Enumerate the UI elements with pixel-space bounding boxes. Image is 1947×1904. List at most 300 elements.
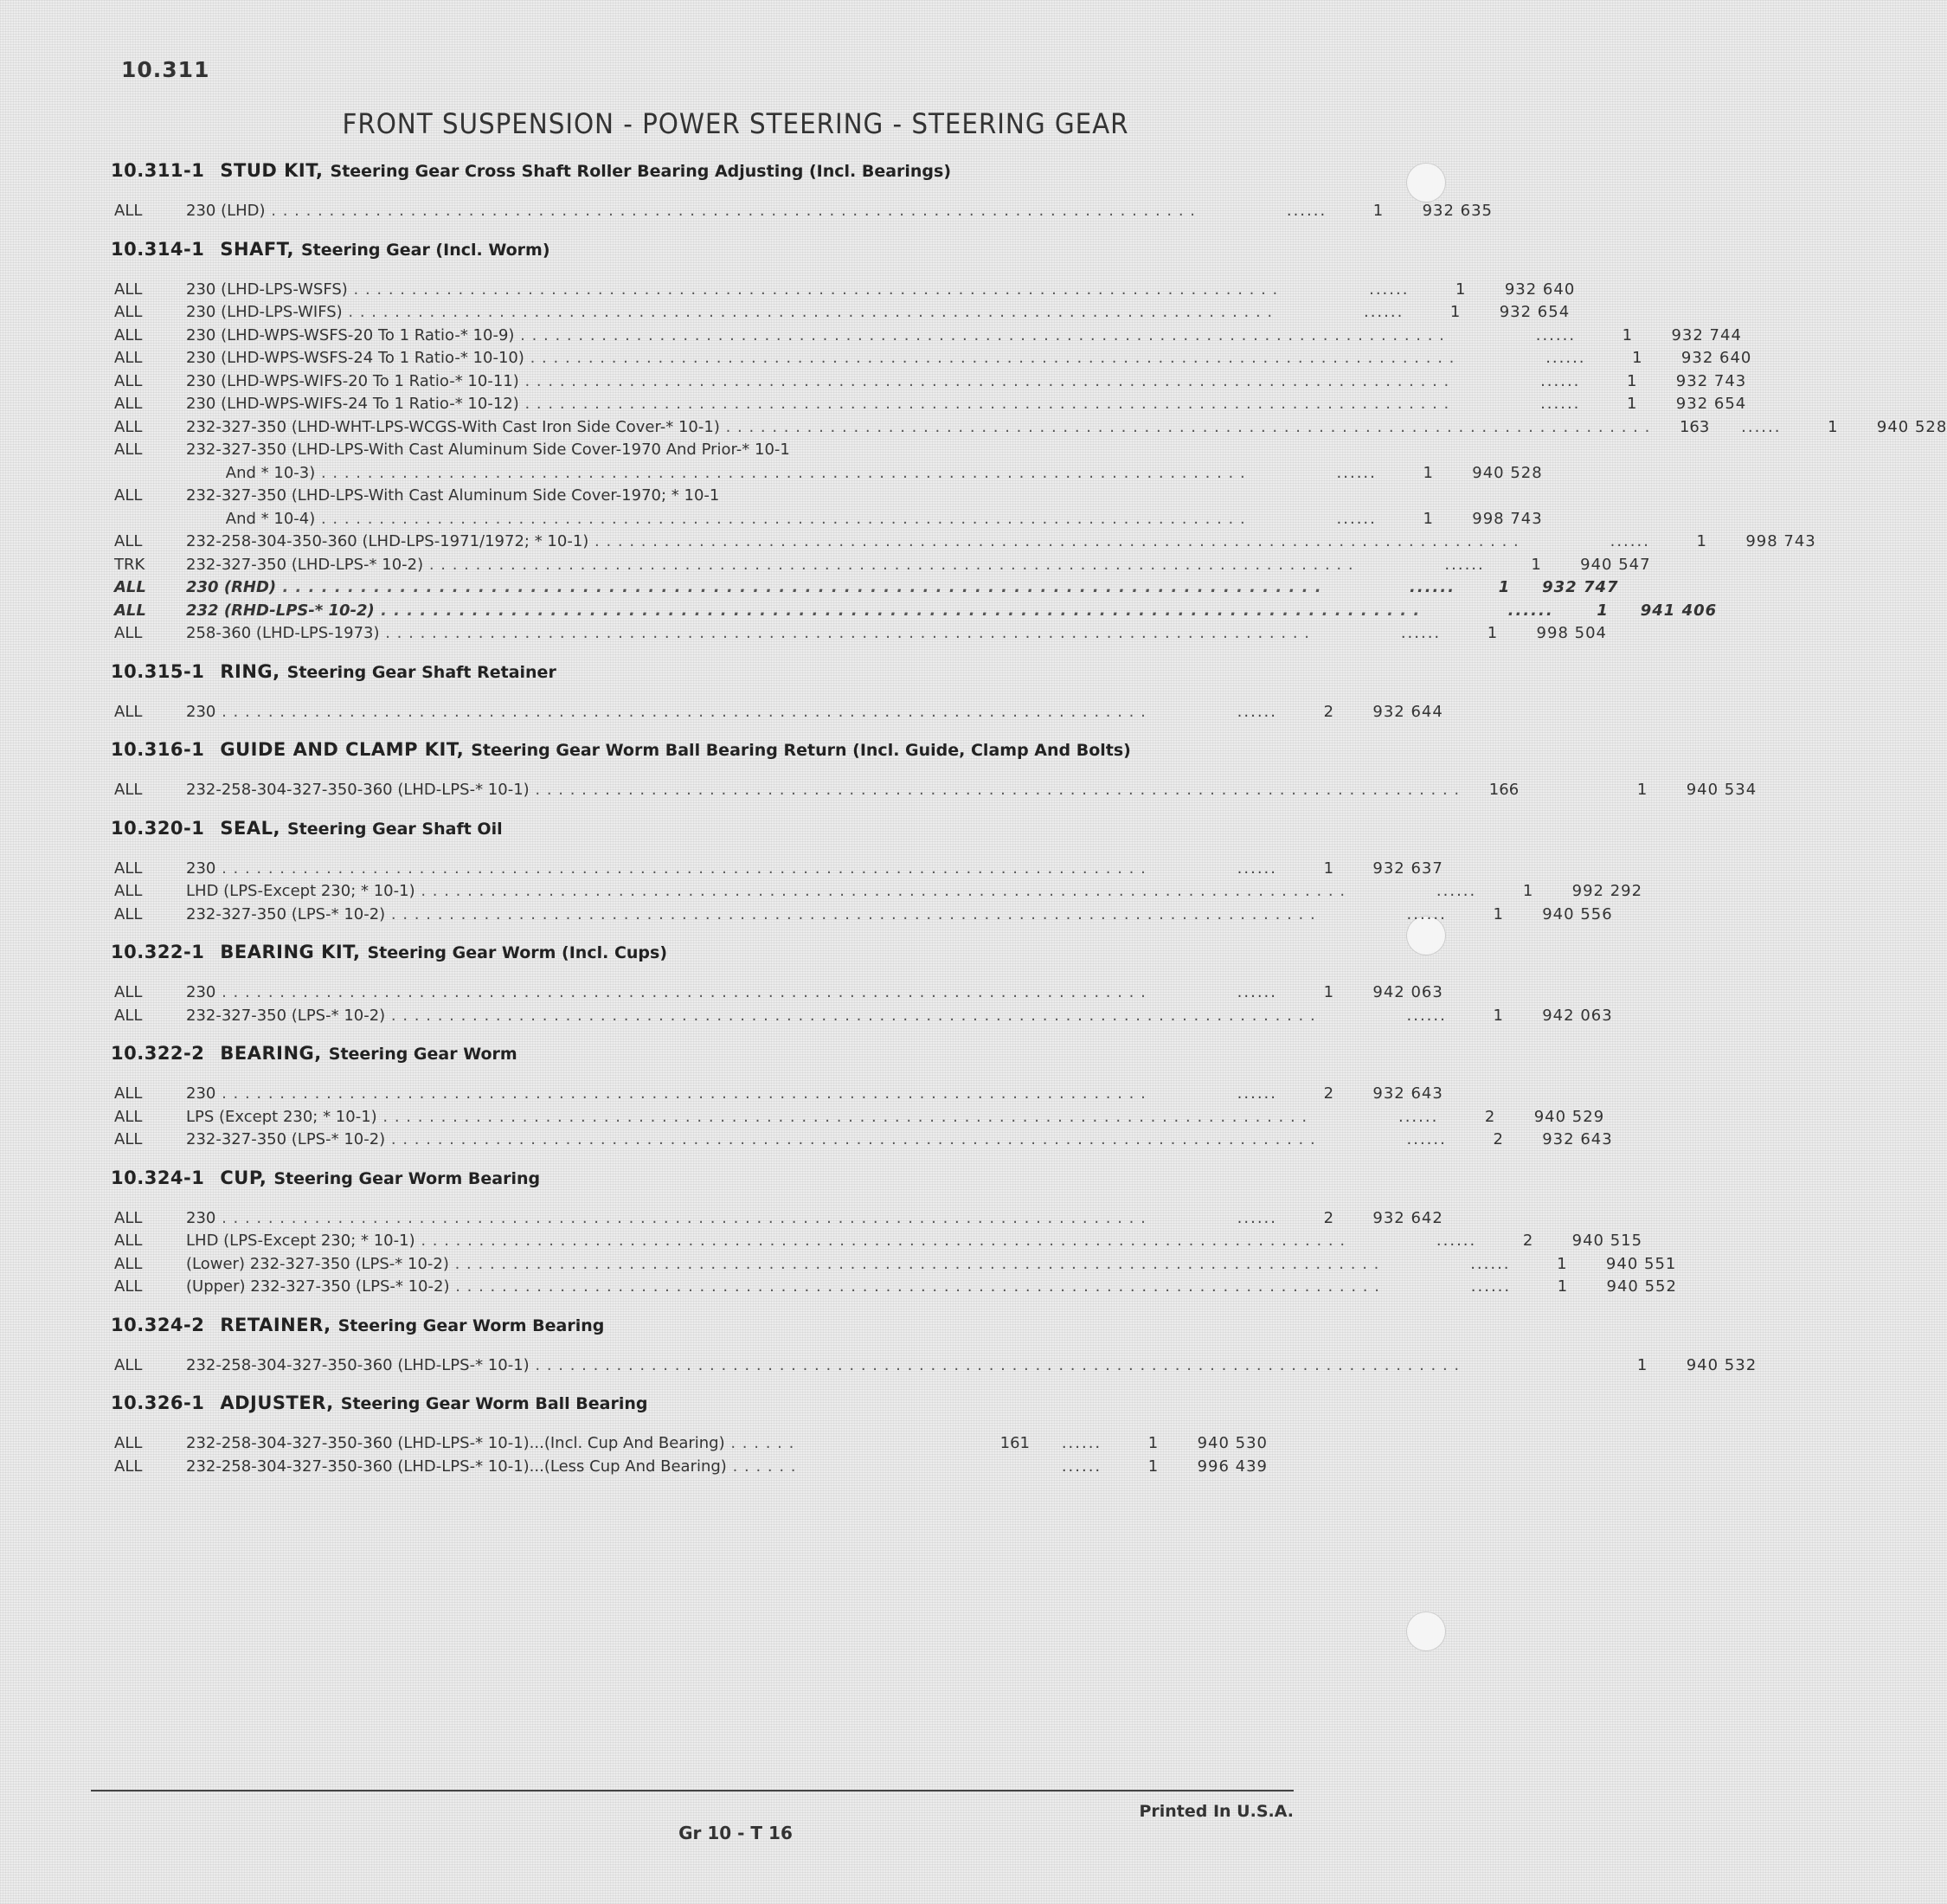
part-number: 940 528	[1876, 417, 1947, 436]
part-row	[104, 880, 1643, 904]
printed-note: Printed In U.S.A.	[1139, 1802, 1294, 1821]
description	[186, 1432, 978, 1456]
part-row	[104, 279, 1576, 302]
section-heading	[111, 818, 1268, 839]
description	[186, 301, 1280, 325]
description-text: 232-327-350 (LHD-LPS-With Cast Aluminum Side Cover-1970; * 10-1	[186, 486, 720, 505]
applicability: ALL	[114, 1006, 143, 1025]
section-code: 10.322-2	[111, 1043, 205, 1064]
section-name: CUP,	[220, 1167, 267, 1188]
binder-hole-bottom	[1406, 1611, 1446, 1651]
applicability: ALL	[114, 1084, 143, 1103]
description	[186, 981, 1153, 1005]
section	[104, 1393, 1268, 1478]
quantity: 1	[1557, 1254, 1567, 1273]
section-heading	[111, 1315, 1268, 1335]
section	[104, 942, 1613, 1027]
part-number: 932 644	[1372, 702, 1443, 721]
applicability: ALL	[114, 395, 143, 413]
dotted-field: ......	[1061, 1457, 1102, 1476]
quantity: 1	[1627, 395, 1637, 413]
description	[186, 325, 1452, 348]
part-number: 932 643	[1542, 1130, 1613, 1148]
dotted-field: ......	[1545, 349, 1586, 367]
leader-dots: . . . . . . . . . . . . . . . . . . . . . . . . . . . . . . . . . . . . . . . . . . . . . . . . . . . . . . . . . . . . . . . . . . . . . . . . . . . . . . . .	[518, 395, 1450, 413]
part-row	[104, 1456, 1268, 1479]
description	[186, 904, 1323, 927]
dotted-field: ......	[1436, 1232, 1477, 1250]
description-text: 230 (RHD)	[186, 578, 277, 596]
section-code: 10.324-2	[111, 1314, 205, 1335]
part-number: 940 515	[1571, 1232, 1643, 1250]
quantity: 1	[1455, 280, 1466, 299]
description-text: LHD (LPS-Except 230; * 10-1)	[186, 1232, 415, 1250]
part-row	[104, 301, 1571, 325]
applicability: ALL	[114, 578, 146, 596]
description-text: 230	[186, 1084, 216, 1103]
part-row	[104, 779, 1757, 802]
part-row	[104, 554, 1651, 577]
section-name: SEAL,	[220, 817, 280, 839]
description-text: (Lower) 232-327-350 (LPS-* 10-2)	[186, 1254, 449, 1273]
description-text: And * 10-4)	[186, 509, 316, 528]
leader-dots: . . . . . . . . . . . . . . . . . . . . . . . . . . . . . . . . . . . . . . . . . . . . . . . . . . . . . . . . . . . . . . . . . . . . . . . . . . . . . . . .	[385, 1130, 1316, 1148]
applicability: ALL	[114, 1208, 143, 1227]
section	[104, 739, 1757, 802]
page-title: FRONT SUSPENSION - POWER STEERING - STEERING GEAR	[342, 107, 1129, 140]
description	[186, 1129, 1323, 1152]
section-heading	[111, 160, 1268, 181]
section-name: BEARING,	[220, 1043, 322, 1064]
dotted-field: ......	[1741, 417, 1782, 436]
description	[186, 701, 1153, 724]
part-row	[104, 904, 1613, 927]
applicability: ALL	[114, 1355, 143, 1374]
dotted-field: ......	[1237, 1208, 1277, 1227]
description	[186, 1005, 1323, 1028]
part-row	[104, 576, 1619, 600]
dotted-field: ......	[1237, 983, 1277, 1001]
description-text: 258-360 (LHD-LPS-1973)	[186, 624, 380, 642]
section-heading	[111, 661, 1268, 682]
applicability: ALL	[114, 1232, 143, 1250]
quantity: 1	[1696, 532, 1706, 550]
part-row	[104, 416, 1947, 440]
part-row	[104, 1432, 1268, 1456]
section-description: Steering Gear Shaft Oil	[286, 819, 503, 839]
part-number: 932 747	[1542, 578, 1619, 596]
quantity: 1	[1147, 1457, 1159, 1476]
applicability: ALL	[114, 702, 143, 721]
applicability: ALL	[114, 280, 143, 299]
description	[186, 1354, 1467, 1378]
section-code: 10.315-1	[111, 660, 205, 682]
description-text: 230	[186, 702, 216, 721]
dotted-field: ......	[1610, 532, 1650, 550]
leader-dots: . . . . . . . . . . . . . . . . . . . . . . . . . . . . . . . . . . . . . . . . . . . . . . . . . . . . . . . . . . . . . . . . . . . . . . . . . . . . . . . .	[524, 349, 1455, 367]
section-code: 10.320-1	[111, 817, 205, 839]
section-heading	[111, 739, 1268, 760]
part-row	[104, 622, 1607, 646]
description-text: 232-327-350 (LHD-LPS-* 10-2)	[186, 555, 424, 574]
part-row	[104, 439, 1268, 462]
quantity: 1	[1498, 578, 1510, 596]
leader-dots: . . . . . . . . . . . . . . . . . . . . . . . . . . . . . . . . . . . . . . . . . . . . . . . . . . . . . . . . . . . . . . . . . . . . . . . . . . . . . . . .	[423, 555, 1354, 574]
dotted-field: ......	[1535, 325, 1577, 344]
applicability: ALL	[114, 1107, 143, 1126]
section	[104, 817, 1643, 927]
leader-dots: . . . . . . . . . . . . . . . . . . . . . . . . . . . . . . . . . . . . . . . . . . . . . . . . . . . . . . . . . . . . . . . . . . . . . . . . . . . . . . . .	[719, 417, 1651, 436]
leader-dots: . . . . . . . . . . . . . . . . . . . . . . . . . . . . . . . . . . . . . . . . . . . . . . . . . . . . . . . . . . . . . . . . . . . . . . . . . . . . . . . .	[529, 1355, 1461, 1374]
description-text: 232-258-304-327-350-360 (LHD-LPS-* 10-1)...(Less Cup And Bearing)	[186, 1457, 727, 1476]
description-text: 230 (LHD-LPS-WIFS)	[186, 303, 343, 321]
description	[186, 508, 1253, 531]
leader-dots: . . . . . . . . . . . . . . . . . . . . . . . . . . . . . . . . . . . . . . . . . . . . . . . . . . . . . . . . . . . . . . . . . . . . . . . . . . . . . . . .	[588, 532, 1520, 550]
description	[186, 370, 1456, 394]
leader-dots: . . . . . . . . . . . . . . . . . . . . . . . . . . . . . . . . . . . . . . . . . . . . . . . . . . . . . . . . . . . . . . . . . . . . . . . . . . . . . . . .	[379, 624, 1310, 642]
quantity: 2	[1323, 702, 1334, 721]
leader-dots: . . . . . . . . . . . . . . . . . . . . . . . . . . . . . . . . . . . . . . . . . . . . . . . . . . . . . . . . . . . . . . . . . . . . . . . . . . . . . . . .	[315, 463, 1246, 482]
section-heading	[111, 1167, 1268, 1188]
applicability: ALL	[114, 1254, 143, 1273]
dotted-field: ......	[1406, 904, 1447, 923]
dotted-field: ......	[1369, 280, 1410, 299]
group-page-label: Gr 10 - T 16	[678, 1823, 793, 1843]
description	[186, 1456, 978, 1479]
dotted-field: ......	[1406, 1130, 1447, 1148]
part-number: 940 556	[1542, 904, 1613, 923]
part-row	[104, 1207, 1443, 1231]
part-number: 932 654	[1675, 395, 1747, 413]
quantity: 1	[1449, 303, 1461, 321]
description	[186, 393, 1456, 416]
description	[186, 485, 978, 508]
quantity: 2	[1323, 1084, 1334, 1103]
part-number: 942 063	[1372, 983, 1443, 1001]
section-code: 10.316-1	[111, 739, 205, 760]
part-number: 932 642	[1372, 1208, 1443, 1227]
section-description: Steering Gear Worm	[328, 1045, 517, 1064]
description-text: 232 (RHD-LPS-* 10-2)	[186, 601, 375, 620]
applicability: ALL	[114, 325, 143, 344]
leader-dots: . . . . . . . . . . . . . . . . . . . . . . . . . . . . . . . . . . . . . . . . . . . . . . . . . . . . . . . . . . . . . . . . . . . . . . . . . . . . . . . .	[385, 904, 1316, 923]
quantity: 1	[1323, 983, 1334, 1001]
part-row	[104, 1129, 1613, 1152]
section-code: 10.311-1	[111, 160, 205, 181]
description	[186, 1253, 1386, 1277]
leader-dots: . . . . . . . . . . . . . . . . . . . . . . . . . . . . . . . . . . . . . . . . . . . . . . . . . . . . . . . . . . . . . . . . . . . . . . . . . . . . . . . .	[276, 578, 1322, 596]
part-number: 940 534	[1686, 781, 1757, 799]
applicability: ALL	[114, 1434, 143, 1452]
description	[186, 279, 1285, 302]
section	[104, 660, 1443, 724]
part-row	[104, 508, 1543, 531]
description	[186, 600, 1427, 623]
quantity: 1	[1531, 555, 1541, 574]
applicability: ALL	[114, 349, 143, 367]
part-number: 932 640	[1680, 349, 1752, 367]
description	[186, 779, 1467, 802]
section	[104, 238, 1947, 646]
section-heading	[111, 1043, 1268, 1064]
applicability: ALL	[114, 1277, 143, 1296]
applicability: TRK	[114, 555, 145, 574]
part-row	[104, 1276, 1677, 1299]
part-number: 932 654	[1499, 303, 1571, 321]
quantity: 1	[1627, 371, 1637, 390]
description-text: 232-258-304-327-350-360 (LHD-LPS-* 10-1)	[186, 1355, 530, 1374]
applicability: ALL	[114, 371, 143, 390]
leader-dots: . . . . . .	[724, 1434, 795, 1452]
part-number: 942 063	[1542, 1006, 1613, 1025]
section-code: 10.314-1	[111, 238, 205, 260]
leader-dots: . . . . . . . . . . . . . . . . . . . . . . . . . . . . . . . . . . . . . . . . . . . . . . . . . . . . . . . . . . . . . . . . . . . . . . . . . . . . . . . .	[215, 859, 1147, 878]
description	[186, 1230, 1353, 1253]
leader-dots: . . . . . . . . . . . . . . . . . . . . . . . . . . . . . . . . . . . . . . . . . . . . . . . . . . . . . . . . . . . . . . . . . . . . . . . . . . . . . . . .	[265, 202, 1197, 220]
applicability: ALL	[114, 1130, 143, 1148]
applicability: ALL	[114, 532, 143, 550]
description-text: 230 (LHD-LPS-WSFS)	[186, 280, 348, 299]
description-text: 230 (LHD)	[186, 202, 266, 220]
leader-dots: . . . . . . . . . . . . . . . . . . . . . . . . . . . . . . . . . . . . . . . . . . . . . . . . . . . . . . . . . . . . . . . . . . . . . . . . . . . . . . . .	[385, 1006, 1316, 1025]
description-text: 230 (LHD-WPS-WIFS-24 To 1 Ratio-* 10-12)	[186, 395, 519, 413]
dotted-field: ......	[1540, 395, 1581, 413]
description-text: 232-327-350 (LPS-* 10-2)	[186, 1130, 386, 1148]
description	[186, 880, 1353, 904]
quantity: 2	[1323, 1208, 1334, 1227]
section-description: Steering Gear (Incl. Worm)	[300, 240, 550, 260]
part-number: 996 439	[1197, 1457, 1268, 1476]
description-text: 230	[186, 983, 216, 1001]
description	[186, 1083, 1153, 1106]
description-text: 232-327-350 (LPS-* 10-2)	[186, 1006, 386, 1025]
applicability: ALL	[114, 417, 143, 436]
part-row	[104, 1230, 1643, 1253]
section	[104, 1043, 1613, 1152]
applicability: ALL	[114, 983, 143, 1001]
quantity: 1	[1147, 1434, 1159, 1452]
dotted-field: ......	[1336, 463, 1377, 482]
quantity: 1	[1636, 1355, 1648, 1374]
description	[186, 416, 1657, 440]
leader-dots: . . . . . . . . . . . . . . . . . . . . . . . . . . . . . . . . . . . . . . . . . . . . . . . . . . . . . . . . . . . . . . . . . . . . . . . . . . . . . . . .	[448, 1254, 1380, 1273]
dotted-field: ......	[1444, 555, 1485, 574]
description	[186, 1276, 1387, 1299]
leader-dots: . . . . . . . . . . . . . . . . . . . . . . . . . . . . . . . . . . . . . . . . . . . . . . . . . . . . . . . . . . . . . . . . . . . . . . . . . . . . . . . .	[347, 280, 1279, 299]
description	[186, 462, 1253, 486]
applicability: ALL	[114, 904, 143, 923]
part-number: 940 551	[1605, 1254, 1677, 1273]
quantity: 1	[1493, 1006, 1503, 1025]
part-row	[104, 1106, 1605, 1129]
section	[104, 1167, 1677, 1299]
dotted-field: ......	[1398, 1107, 1439, 1126]
dotted-field: ......	[1507, 601, 1554, 620]
part-row	[104, 325, 1742, 348]
quantity: 1	[1493, 904, 1503, 923]
description-text: (Upper) 232-327-350 (LPS-* 10-2)	[186, 1277, 450, 1296]
dotted-field: ......	[1061, 1434, 1102, 1452]
part-row	[104, 531, 1816, 554]
leader-dots: . . . . . .	[726, 1457, 797, 1476]
reference-number: 161	[999, 1434, 1030, 1452]
reference-number: 166	[1488, 781, 1520, 799]
applicability: ALL	[114, 624, 143, 642]
description	[186, 439, 978, 462]
section-heading	[111, 239, 1268, 260]
section-code: 10.326-1	[111, 1393, 205, 1413]
description-text: And * 10-3)	[186, 463, 316, 482]
part-row	[104, 200, 1494, 223]
applicability: ALL	[114, 441, 143, 459]
part-number: 932 635	[1422, 202, 1494, 220]
leader-dots: . . . . . . . . . . . . . . . . . . . . . . . . . . . . . . . . . . . . . . . . . . . . . . . . . . . . . . . . . . . . . . . . . . . . . . . . . . . . . . . .	[414, 1232, 1346, 1250]
description-text: 232-258-304-350-360 (LHD-LPS-1971/1972; * 10-1)	[186, 532, 589, 550]
description	[186, 622, 1317, 646]
dotted-field: ......	[1406, 1006, 1447, 1025]
part-row	[104, 370, 1747, 394]
part-number: 992 292	[1571, 882, 1643, 900]
dotted-field: ......	[1436, 882, 1477, 900]
applicability: ALL	[114, 601, 146, 620]
section-heading	[111, 1393, 1268, 1413]
section-name: RING,	[220, 660, 280, 682]
part-number: 932 637	[1372, 859, 1443, 878]
section-code: 10.324-1	[111, 1167, 205, 1188]
part-number: 941 406	[1640, 601, 1718, 620]
leader-dots: . . . . . . . . . . . . . . . . . . . . . . . . . . . . . . . . . . . . . . . . . . . . . . . . . . . . . . . . . . . . . . . . . . . . . . . . . . . . . . . .	[315, 509, 1246, 528]
leader-dots: . . . . . . . . . . . . . . . . . . . . . . . . . . . . . . . . . . . . . . . . . . . . . . . . . . . . . . . . . . . . . . . . . . . . . . . . . . . . . . . .	[215, 983, 1147, 1001]
dotted-field: ......	[1286, 202, 1327, 220]
description	[186, 554, 1361, 577]
quantity: 2	[1484, 1107, 1495, 1126]
part-number: 940 530	[1197, 1434, 1268, 1452]
section-description: Steering Gear Worm Ball Bearing Return (Incl. Guide, Clamp And Bolts)	[471, 741, 1131, 760]
section-name: BEARING KIT,	[220, 942, 361, 962]
part-number: 932 744	[1671, 325, 1742, 344]
leader-dots: . . . . . . . . . . . . . . . . . . . . . . . . . . . . . . . . . . . . . . . . . . . . . . . . . . . . . . . . . . . . . . . . . . . . . . . . . . . . . . . .	[215, 702, 1147, 721]
part-number: 940 547	[1580, 555, 1651, 574]
part-number: 932 743	[1675, 371, 1747, 390]
section-description: Steering Gear Worm Bearing	[337, 1315, 605, 1335]
part-number: 932 643	[1372, 1084, 1443, 1103]
quantity: 1	[1423, 509, 1433, 528]
section-description: Steering Gear Shaft Retainer	[286, 662, 556, 682]
quantity: 1	[1828, 417, 1838, 436]
dotted-field: ......	[1237, 702, 1277, 721]
description	[186, 576, 1329, 600]
leader-dots: . . . . . . . . . . . . . . . . . . . . . . . . . . . . . . . . . . . . . . . . . . . . . . . . . . . . . . . . . . . . . . . . . . . . . . . . . . . . . . . .	[215, 1208, 1147, 1227]
applicability: ALL	[114, 882, 143, 900]
description-text: 232-327-350 (LPS-* 10-2)	[186, 904, 386, 923]
description-text: 230 (LHD-WPS-WIFS-20 To 1 Ratio-* 10-11)	[186, 371, 519, 390]
quantity: 1	[1522, 882, 1533, 900]
applicability: ALL	[114, 1457, 143, 1476]
quantity: 1	[1632, 349, 1642, 367]
description-text: 230 (LHD-WPS-WSFS-20 To 1 Ratio-* 10-9)	[186, 325, 515, 344]
leader-dots: . . . . . . . . . . . . . . . . . . . . . . . . . . . . . . . . . . . . . . . . . . . . . . . . . . . . . . . . . . . . . . . . . . . . . . . . . . . . . . . .	[449, 1277, 1380, 1296]
description-text: 232-327-350 (LHD-WHT-LPS-WCGS-With Cast Iron Side Cover-* 10-1)	[186, 417, 720, 436]
section-name: STUD KIT,	[220, 160, 324, 181]
quantity: 1	[1597, 601, 1608, 620]
part-number: 940 532	[1686, 1355, 1757, 1374]
dotted-field: ......	[1410, 578, 1456, 596]
description-text: 232-258-304-327-350-360 (LHD-LPS-* 10-1)...(Incl. Cup And Bearing)	[186, 1434, 725, 1452]
part-number: 998 743	[1472, 509, 1543, 528]
section-name: RETAINER,	[220, 1314, 331, 1335]
dotted-field: ......	[1540, 371, 1581, 390]
dotted-field: ......	[1363, 303, 1404, 321]
leader-dots: . . . . . . . . . . . . . . . . . . . . . . . . . . . . . . . . . . . . . . . . . . . . . . . . . . . . . . . . . . . . . . . . . . . . . . . . . . . . . . . .	[518, 371, 1450, 390]
part-row	[104, 485, 1268, 508]
leader-dots: . . . . . . . . . . . . . . . . . . . . . . . . . . . . . . . . . . . . . . . . . . . . . . . . . . . . . . . . . . . . . . . . . . . . . . . . . . . . . . . .	[514, 325, 1445, 344]
part-row	[104, 393, 1747, 416]
description	[186, 858, 1153, 881]
part-row	[104, 1253, 1677, 1277]
section	[104, 1314, 1757, 1378]
page-number: 10.311	[121, 57, 210, 82]
description-text: 230	[186, 1208, 216, 1227]
quantity: 2	[1522, 1232, 1533, 1250]
applicability: ALL	[114, 486, 143, 505]
dotted-field: ......	[1470, 1254, 1511, 1273]
dotted-field: ......	[1336, 509, 1377, 528]
quantity: 1	[1636, 781, 1648, 799]
part-row	[104, 347, 1752, 370]
section-description: Steering Gear Worm Bearing	[273, 1168, 541, 1188]
description-text: 230	[186, 859, 216, 878]
quantity: 1	[1622, 325, 1633, 344]
description-text: 232-258-304-327-350-360 (LHD-LPS-* 10-1)	[186, 781, 530, 799]
part-number: 940 528	[1472, 463, 1543, 482]
section-description: Steering Gear Worm Ball Bearing	[340, 1394, 648, 1413]
binder-hole-top	[1406, 163, 1446, 203]
leader-dots: . . . . . . . . . . . . . . . . . . . . . . . . . . . . . . . . . . . . . . . . . . . . . . . . . . . . . . . . . . . . . . . . . . . . . . . . . . . . . . . .	[342, 303, 1274, 321]
part-row	[104, 1083, 1443, 1106]
leader-dots: . . . . . . . . . . . . . . . . . . . . . . . . . . . . . . . . . . . . . . . . . . . . . . . . . . . . . . . . . . . . . . . . . . . . . . . . . . . . . . . .	[414, 882, 1346, 900]
leader-dots: . . . . . . . . . . . . . . . . . . . . . . . . . . . . . . . . . . . . . . . . . . . . . . . . . . . . . . . . . . . . . . . . . . . . . . . . . . . . . . . .	[376, 1107, 1308, 1126]
description-text: LPS (Except 230; * 10-1)	[186, 1107, 377, 1126]
part-number: 932 640	[1504, 280, 1576, 299]
description	[186, 1207, 1153, 1231]
section-description: Steering Gear Worm (Incl. Cups)	[367, 943, 668, 962]
part-row	[104, 858, 1443, 881]
quantity: 1	[1372, 202, 1384, 220]
part-number: 940 552	[1606, 1277, 1677, 1296]
description-text: 230 (LHD-WPS-WSFS-24 To 1 Ratio-* 10-10)	[186, 349, 524, 367]
leader-dots: . . . . . . . . . . . . . . . . . . . . . . . . . . . . . . . . . . . . . . . . . . . . . . . . . . . . . . . . . . . . . . . . . . . . . . . . . . . . . . . .	[215, 1084, 1147, 1103]
description-text: 232-327-350 (LHD-LPS-With Cast Aluminum Side Cover-1970 And Prior-* 10-1	[186, 441, 790, 459]
part-row	[104, 600, 1718, 623]
applicability: ALL	[114, 202, 143, 220]
part-row	[104, 462, 1543, 486]
description	[186, 1106, 1314, 1129]
description	[186, 347, 1462, 370]
section-name: ADJUSTER,	[220, 1393, 334, 1413]
part-row	[104, 1005, 1613, 1028]
section-name: GUIDE AND CLAMP KIT,	[220, 739, 465, 760]
section-code: 10.322-1	[111, 942, 205, 962]
leader-dots: . . . . . . . . . . . . . . . . . . . . . . . . . . . . . . . . . . . . . . . . . . . . . . . . . . . . . . . . . . . . . . . . . . . . . . . . . . . . . . . .	[374, 601, 1421, 620]
dotted-field: ......	[1237, 859, 1277, 878]
quantity: 1	[1487, 624, 1498, 642]
part-row	[104, 701, 1443, 724]
section-description: Steering Gear Cross Shaft Roller Bearing Adjusting (Incl. Bearings)	[330, 162, 952, 181]
dotted-field: ......	[1400, 624, 1442, 642]
quantity: 2	[1493, 1130, 1503, 1148]
section-name: SHAFT,	[220, 238, 294, 260]
dotted-field: ......	[1237, 1084, 1277, 1103]
